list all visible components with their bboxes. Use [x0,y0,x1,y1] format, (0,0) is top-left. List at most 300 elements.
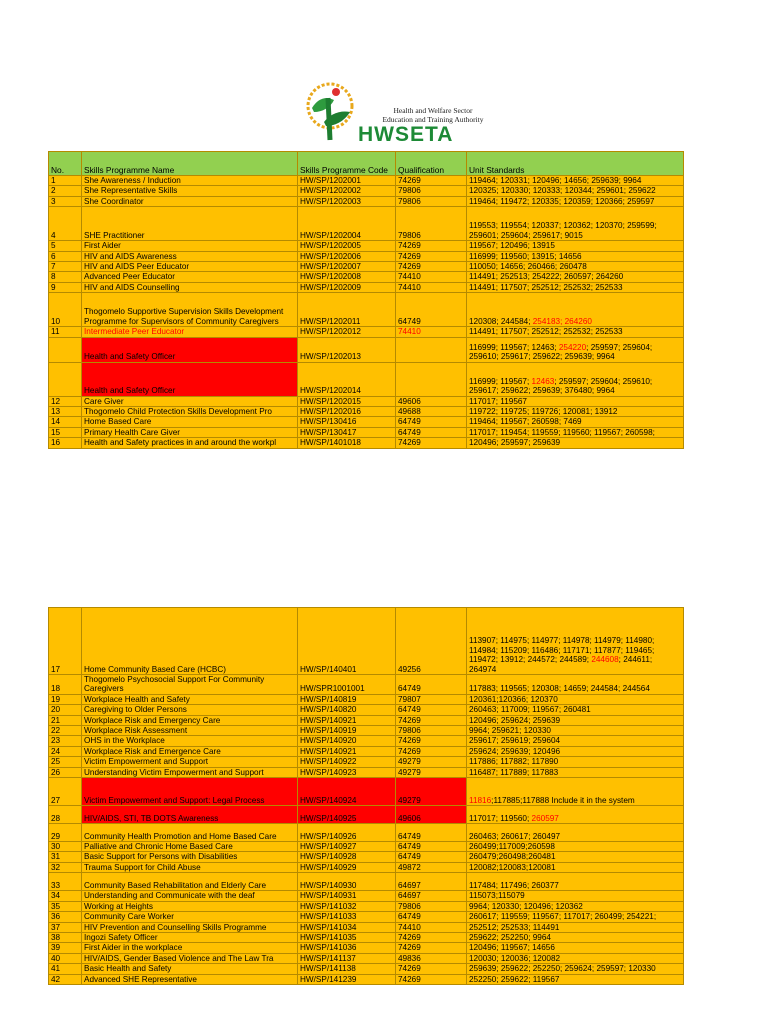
cell-units [467,901,684,911]
cell-code: HW/SP/1202004 [298,207,396,241]
cell-qual: 79806 [396,726,467,736]
table-row [49,675,684,695]
units-text: 260617; 119559; 119567; 117017; 260499; 254221; [469,912,657,922]
cell-no: 25 [49,757,82,767]
units-text: 120082;120083;120081 [469,862,556,872]
cell-code: HW/SP/140926 [298,824,396,842]
cell-qual: 74269 [396,438,467,448]
cell-code: HW/SP/140921 [298,715,396,725]
cell-code: HW/SP/141137 [298,953,396,963]
cell-code: HW/SP/140923 [298,767,396,777]
cell-units [467,251,684,261]
cell-no: 5 [49,241,82,251]
cell-units [467,362,684,396]
cell-name: Palliative and Chronic Home Based Care [82,842,298,852]
table-row [49,417,684,427]
cell-name: Thogomelo Psychosocial Support For Community Caregivers [82,675,298,695]
cell-name: HIV and AIDS Peer Educator [82,262,298,272]
table-row [49,943,684,953]
cell-no: 1 [49,176,82,186]
units-text: 116999; 119567; 12463; [469,342,559,352]
cell-code: HW/SP/1202013 [298,337,396,362]
cell-name: She Representative Skills [82,186,298,196]
units-text: 119464; 119472; 120335; 120359; 120366; 259597 [469,196,655,206]
cell-no: 18 [49,675,82,695]
cell-no: 13 [49,407,82,417]
table-row [49,282,684,292]
cell-no: 23 [49,736,82,746]
cell-units [467,608,684,675]
units-text: 260463; 117009; 119567; 260481 [469,705,591,715]
units-text: ; 259597; 259604; 259610; 259617; 259622; 259639; 376480; 9964 [469,376,653,396]
header-name: Skills Programme Name [82,152,298,176]
cell-no: 30 [49,842,82,852]
table-row [49,901,684,911]
table-row [49,912,684,922]
cell-units [467,241,684,251]
cell-qual: 64697 [396,891,467,901]
cell-units [467,842,684,852]
cell-name: Home Community Based Care (HCBC) [82,608,298,675]
units-text: 120496; 259597; 259639 [469,438,561,448]
table-row [49,327,684,337]
cell-no: 14 [49,417,82,427]
units-text: 120325; 120330; 120333; 120344; 259601; 259622 [469,186,656,196]
table-row [49,852,684,862]
cell-qual: 79806 [396,901,467,911]
cell-units [467,715,684,725]
cell-units [467,862,684,872]
cell-name: Intermediate Peer Educator [82,327,298,337]
cell-name: Workplace Health and Safety [82,694,298,704]
cell-units [467,912,684,922]
cell-name: Advanced SHE Representative [82,974,298,984]
cell-qual: 49279 [396,767,467,777]
units-text: 117484; 117496; 260377 [469,880,559,890]
cell-code: HW/SP/1401018 [298,438,396,448]
cell-qual: 74269 [396,964,467,974]
cell-name: HIV and AIDS Counselling [82,282,298,292]
cell-units [467,891,684,901]
units-text: 114491; 117507; 252512; 252532; 252533 [469,327,623,337]
units-text: 120496; 119567; 14656 [469,943,555,953]
cell-qual: 74410 [396,282,467,292]
units-text: 259639; 259622; 252250; 259624; 259597; 120330 [469,964,656,974]
units-text: 252250; 259622; 119567 [469,974,560,984]
cell-no [49,337,82,362]
table-row [49,715,684,725]
cell-code: HW/SP/140930 [298,873,396,891]
cell-name: Community Based Rehabilitation and Elderly Care [82,873,298,891]
units-text: ; 259597; 259604; 259610; 259617; 259622; 259639; 9964 [469,342,653,362]
cell-no: 2 [49,186,82,196]
cell-code: HW/SP/141035 [298,932,396,942]
cell-code: HW/SP/140927 [298,842,396,852]
units-text: ; 244611; 264974 [469,655,653,674]
units-text: 116487; 117889; 117883 [469,767,559,777]
units-text: 117017; 119454; 119559; 119560; 119567; 260598; [469,427,655,437]
cell-units [467,852,684,862]
cell-qual: 64749 [396,852,467,862]
units-text: 120361;120366; 120370 [469,694,558,704]
cell-name: Health and Safety practices in and around the workpl [82,438,298,448]
units-highlight: 11816 [469,795,492,805]
cell-code: HW/SP/140925 [298,806,396,824]
cell-name: First Aider [82,241,298,251]
cell-units [467,824,684,842]
table-row [49,262,684,272]
units-highlight: 254183; 264260 [532,316,592,326]
units-text: 119464; 119567; 260598; 7469 [469,417,582,427]
cell-units [467,176,684,186]
table-row [49,694,684,704]
cell-qual: 74269 [396,932,467,942]
cell-units [467,746,684,756]
cell-qual: 49688 [396,407,467,417]
cell-qual: 49279 [396,757,467,767]
cell-code: HW/SP/1202012 [298,327,396,337]
cell-qual: 74269 [396,251,467,261]
units-highlight: 260597 [531,813,559,823]
units-highlight: 254220 [558,342,587,352]
cell-units [467,438,684,448]
units-text: 114491; 117507; 252512; 252532; 252533 [469,282,623,292]
cell-name: Community Care Worker [82,912,298,922]
cell-qual: 74269 [396,736,467,746]
units-text: 9964; 259621; 120330 [469,726,551,736]
cell-no: 33 [49,873,82,891]
cell-qual: 64749 [396,417,467,427]
skills-programme-table-2 [48,607,684,985]
hwseta-logo [300,78,540,148]
cell-qual: 79806 [396,196,467,206]
cell-qual: 74269 [396,746,467,756]
cell-qual: 49836 [396,953,467,963]
table-row [49,824,684,842]
table-row [49,767,684,777]
table-row [49,362,684,396]
cell-qual: 74269 [396,262,467,272]
cell-qual: 64749 [396,824,467,842]
cell-name: SHE Practitioner [82,207,298,241]
cell-name: HIV and AIDS Awareness [82,251,298,261]
table-row [49,891,684,901]
cell-name: HIV/AIDS, Gender Based Violence and The Law Tra [82,953,298,963]
cell-code: HW/SP/140931 [298,891,396,901]
table-row [49,186,684,196]
cell-qual: 49256 [396,608,467,675]
cell-no: 29 [49,824,82,842]
cell-qual: 64749 [396,427,467,437]
cell-name: Advanced Peer Educator [82,272,298,282]
cell-units [467,186,684,196]
logo-line-2: Education and Training Authority [382,115,484,124]
cell-code: HW/SP/141239 [298,974,396,984]
cell-units [467,675,684,695]
cell-units [467,943,684,953]
table-row [49,922,684,932]
units-text: 259622; 252250; 9964 [469,932,551,942]
cell-name: Understanding Victim Empowerment and Support [82,767,298,777]
units-text: 260499;117009;260598 [469,842,555,852]
units-text: 116999; 119567; [469,376,532,386]
cell-code: HW/SP/140819 [298,694,396,704]
units-text: 117883; 119565; 120308; 14659; 244584; 244564 [469,684,650,694]
units-text: 119722; 119725; 119726; 120081; 13912 [469,407,618,417]
cell-units [467,272,684,282]
cell-no: 42 [49,974,82,984]
cell-code: HW/SP/1202014 [298,362,396,396]
cell-qual: 74269 [396,974,467,984]
cell-code: HW/SP/141034 [298,922,396,932]
cell-code: HW/SP/141032 [298,901,396,911]
cell-qual [396,362,467,396]
table-row [49,176,684,186]
cell-no [49,362,82,396]
units-text: 9964; 120330; 120496; 120362 [469,901,583,911]
units-text: 110050; 14656; 260466; 260478 [469,262,587,272]
cell-code: HW/SP/1202007 [298,262,396,272]
cell-code: HW/SP/141138 [298,964,396,974]
table-row [49,396,684,406]
cell-no: 32 [49,862,82,872]
cell-qual: 64749 [396,675,467,695]
units-text: 117886; 117882; 117890 [469,757,559,767]
cell-no: 3 [49,196,82,206]
units-text: 119464; 120331; 120496; 14656; 259639; 9964 [469,176,642,185]
skills-programme-table-1 [48,151,684,449]
cell-code: HW/SP/1202015 [298,396,396,406]
header-no: No. [49,152,82,176]
cell-qual: 74269 [396,715,467,725]
units-text: 120308; 244584; [469,316,533,326]
table-row [49,608,684,675]
units-text: 259617; 259619; 259604 [469,736,561,746]
cell-units [467,196,684,206]
table-row [49,842,684,852]
cell-code: HW/SP/140929 [298,862,396,872]
cell-name: Victim Empowerment and Support: Legal Process [82,778,298,806]
cell-qual: 64749 [396,705,467,715]
cell-name: Ingozi Safety Officer [82,932,298,942]
cell-qual: 64749 [396,293,467,327]
header-qual: Qualification [396,152,467,176]
cell-name: Workplace Risk Assessment [82,726,298,736]
cell-no: 7 [49,262,82,272]
cell-no: 28 [49,806,82,824]
cell-no: 24 [49,746,82,756]
units-highlight: 244608 [591,655,619,665]
table-row [49,207,684,241]
table-row [49,862,684,872]
cell-name: Health and Safety Officer [82,337,298,362]
logo-brand: HWSETA [358,123,454,146]
table-row [49,251,684,261]
units-text: 120496; 259624; 259639 [469,715,561,725]
cell-qual: 49872 [396,862,467,872]
cell-code: HW/SP/141033 [298,912,396,922]
logo-line-1: Health and Welfare Sector [393,106,473,115]
cell-no: 35 [49,901,82,911]
cell-no: 10 [49,293,82,327]
cell-units [467,282,684,292]
cell-name: Workplace Risk and Emergency Care [82,715,298,725]
cell-code: HW/SP/140401 [298,608,396,675]
cell-units [467,757,684,767]
cell-units [467,705,684,715]
table-row [49,272,684,282]
table-row [49,241,684,251]
cell-qual [396,337,467,362]
units-text: 259624; 259639; 120496 [469,746,561,756]
cell-no: 34 [49,891,82,901]
table-row [49,337,684,362]
cell-units [467,396,684,406]
cell-name: Primary Health Care Giver [82,427,298,437]
cell-no: 8 [49,272,82,282]
units-text: 114491; 252513; 254222; 260597; 264260 [469,272,624,282]
cell-qual: 79806 [396,186,467,196]
cell-units [467,767,684,777]
table-row [49,974,684,984]
cell-code: HW/SP/140919 [298,726,396,736]
logo-text [358,106,508,124]
cell-no: 9 [49,282,82,292]
cell-no: 19 [49,694,82,704]
units-text: ;117885;117888 Include it in the system [491,795,635,805]
cell-units [467,736,684,746]
table-row [49,736,684,746]
table-row [49,438,684,448]
units-highlight: 12463 [531,376,555,386]
cell-no: 31 [49,852,82,862]
units-text: 117017; 119567 [469,396,527,406]
cell-no: 26 [49,767,82,777]
cell-units [467,327,684,337]
table-row [49,873,684,891]
cell-units [467,694,684,704]
cell-no: 15 [49,427,82,437]
cell-code: HW/SPR1001001 [298,675,396,695]
cell-qual: 74269 [396,241,467,251]
units-text: 119567; 120496; 13915 [469,241,555,251]
cell-qual: 49606 [396,806,467,824]
table-row [49,746,684,756]
cell-qual: 64749 [396,912,467,922]
cell-code: HW/SP/140921 [298,746,396,756]
cell-name: OHS in the Workplace [82,736,298,746]
cell-code: HW/SP/1202002 [298,186,396,196]
header-units: Unit Standards [467,152,684,176]
cell-name: Basic Health and Safety [82,964,298,974]
cell-name: Basic Support for Persons with Disabilities [82,852,298,862]
cell-units [467,964,684,974]
cell-units [467,932,684,942]
cell-name: She Awareness / Induction [82,176,298,186]
cell-code: HW/SP/1202016 [298,407,396,417]
cell-no: 11 [49,327,82,337]
cell-name: Trauma Support for Child Abuse [82,862,298,872]
cell-code: HW/SP/1202011 [298,293,396,327]
units-text: 116999; 119560; 13915; 14656 [469,251,582,261]
table-row [49,806,684,824]
cell-name: First Aider in the workplace [82,943,298,953]
cell-code: HW/SP/141036 [298,943,396,953]
cell-name: Working at Heights [82,901,298,911]
cell-qual: 74269 [396,943,467,953]
table-row [49,196,684,206]
cell-code: HW/SP/140922 [298,757,396,767]
cell-no: 37 [49,922,82,932]
cell-code: HW/SP/1202009 [298,282,396,292]
cell-no: 39 [49,943,82,953]
cell-units [467,974,684,984]
cell-no: 6 [49,251,82,261]
cell-code: HW/SP/130417 [298,427,396,437]
cell-no: 38 [49,932,82,942]
table-row [49,705,684,715]
cell-no: 36 [49,912,82,922]
units-text: 113907; 114975; 114977; 114978; 114979; 114980; 114984; 115209; 116486; 117171; 117877; 119465; 119472; 13912; 244572; 244589; [469,636,655,665]
cell-qual: 74410 [396,327,467,337]
table-row [49,726,684,736]
cell-qual: 64697 [396,873,467,891]
units-text: 119553; 119554; 120337; 120362; 120370; 259599; 259601; 259604; 259617; 9015 [469,221,657,240]
cell-units [467,873,684,891]
cell-name: Thogomelo Child Protection Skills Development Pro [82,407,298,417]
cell-qual: 49279 [396,778,467,806]
cell-units [467,207,684,241]
cell-code: HW/SP/140928 [298,852,396,862]
cell-qual: 79806 [396,207,467,241]
table-row [49,427,684,437]
cell-name: Caregiving to Older Persons [82,705,298,715]
cell-code: HW/SP/130416 [298,417,396,427]
cell-units [467,262,684,272]
cell-code: HW/SP/1202008 [298,272,396,282]
cell-qual: 79807 [396,694,467,704]
cell-units [467,806,684,824]
units-text: 260479;260498;260481 [469,852,556,862]
table-row [49,778,684,806]
cell-name: Victim Empowerment and Support [82,757,298,767]
hwseta-emblem-icon [300,78,360,148]
cell-units [467,407,684,417]
table-header-row [49,152,684,176]
cell-name: Thogomelo Supportive Supervision Skills Development Programme for Supervisors of Community Caregivers [82,293,298,327]
cell-no: 27 [49,778,82,806]
table-row [49,407,684,417]
cell-units [467,922,684,932]
cell-code: HW/SP/1202006 [298,251,396,261]
cell-name: Care Giver [82,396,298,406]
table-row [49,757,684,767]
cell-name: HIV Prevention and Counselling Skills Programme [82,922,298,932]
cell-qual: 64749 [396,842,467,852]
cell-name: Understanding and Communicate with the deaf [82,891,298,901]
cell-name: Home Based Care [82,417,298,427]
cell-name: Community Health Promotion and Home Based Care [82,824,298,842]
cell-units [467,293,684,327]
cell-units [467,953,684,963]
units-text: 120030; 120036; 120082 [469,953,561,963]
cell-qual: 74410 [396,272,467,282]
cell-code: HW/SP/140820 [298,705,396,715]
cell-units [467,726,684,736]
cell-name: Workplace Risk and Emergence Care [82,746,298,756]
cell-units [467,427,684,437]
cell-no: 17 [49,608,82,675]
